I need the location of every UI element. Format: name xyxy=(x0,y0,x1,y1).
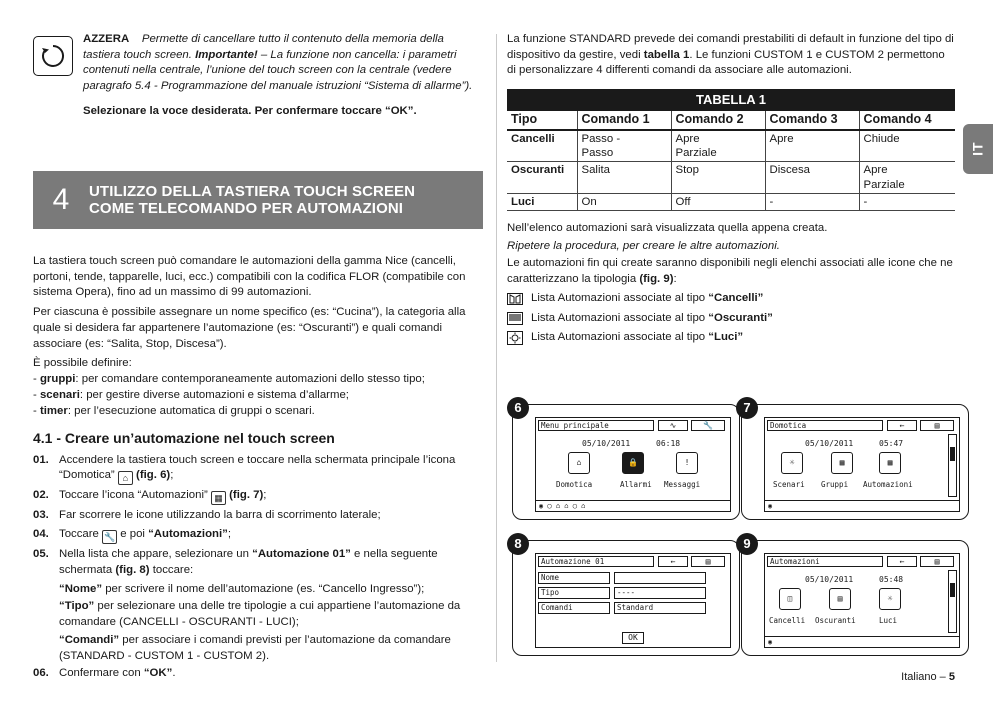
step-number: 04. xyxy=(33,528,49,541)
step-bold: “Automazione 01” xyxy=(252,548,351,561)
def-term: scenari xyxy=(39,388,80,401)
language-tab xyxy=(963,124,993,174)
step-03 xyxy=(33,508,483,524)
signal-icon[interactable]: ∿ xyxy=(658,420,688,431)
step-text: Accendere la tastiera touch screen e toccare nella schermata principale l’icona “Domotica” xyxy=(59,453,456,482)
grid-icon: ▦ xyxy=(211,491,226,505)
table-header: Comando 4 xyxy=(859,111,955,130)
fig-ref: (fig. 6) xyxy=(136,469,171,482)
list-text: Lista Automazioni associate al tipo xyxy=(531,311,706,324)
table-header: Comando 2 xyxy=(671,111,765,130)
table-row xyxy=(507,130,955,162)
scrollbar[interactable] xyxy=(948,570,957,633)
step-number: 05. xyxy=(33,548,49,561)
table-row xyxy=(507,162,955,194)
shutter-icon xyxy=(507,312,523,326)
screen-automazioni xyxy=(764,553,960,648)
def-gruppi: - gruppi: per comandare contemporaneamente automazioni dello stesso tipo; xyxy=(33,373,425,386)
step-text: Far scorrere le icone utilizzando la barra di scorrimento laterale; xyxy=(59,509,381,522)
icon-label: Cancelli xyxy=(769,616,806,625)
figure-number: 8 xyxy=(507,533,529,555)
step-04 xyxy=(33,527,483,544)
sub-key: “Comandi” xyxy=(59,633,120,646)
icon-label: Domotica xyxy=(556,480,593,489)
language-code: IT xyxy=(969,141,986,157)
figure-7 xyxy=(741,400,969,520)
page-number: 5 xyxy=(948,671,955,683)
step-bold: “OK” xyxy=(143,667,173,680)
screen-time: 06:18 xyxy=(656,439,681,448)
table-cell: Salita xyxy=(577,162,671,194)
wrench-icon: 🔧 xyxy=(103,532,116,543)
gate-icon xyxy=(507,292,523,306)
light-bulb-icon[interactable]: ☼ xyxy=(879,588,901,610)
p-text: La funzione STANDARD prevede dei comandi prestabiliti di default in funzione del tipo di dispositivo da gestire, vedi xyxy=(507,33,954,61)
light-bulb-icon xyxy=(507,331,523,345)
azzera-block xyxy=(33,32,483,95)
screen-title: Automazione 01 xyxy=(538,556,654,567)
table-caption: TABELLA 1 xyxy=(507,89,955,111)
field-label: Comandi xyxy=(538,602,610,614)
screen-main-menu xyxy=(535,417,731,512)
icon-label: Automazioni xyxy=(863,480,913,489)
step-end: ; xyxy=(227,528,232,541)
scenarios-icon[interactable]: ☼ xyxy=(781,452,803,474)
figure-number: 9 xyxy=(736,533,758,555)
status-bar: ◉ ◯ ⌂ ⌂ ◯ ⌂ xyxy=(536,500,730,511)
step-05 xyxy=(33,547,483,578)
list-text: Lista Automazioni associate al tipo xyxy=(531,291,706,304)
section-number: 4 xyxy=(52,183,70,217)
list-bold: “Cancelli” xyxy=(708,291,764,304)
step-01 xyxy=(33,453,483,486)
list-bold: “Oscuranti” xyxy=(708,311,773,324)
right-p2: Nell’elenco automazioni sarà visualizzata quella appena creata. xyxy=(507,222,828,235)
table-ref: tabella 1 xyxy=(643,48,690,61)
azzera-desc: Permette di cancellare tutto il contenuto della memoria della tastiera touch screen. xyxy=(83,33,444,61)
step-number: 03. xyxy=(33,509,49,522)
right-column xyxy=(507,32,955,350)
list-item xyxy=(507,330,955,346)
subsection-title: 4.1 - Creare un’automazione nel touch screen xyxy=(33,430,335,447)
field-value[interactable] xyxy=(614,572,706,584)
groups-icon[interactable]: ▦ xyxy=(831,452,853,474)
step-end: . xyxy=(172,667,176,680)
gate-icon[interactable]: ◫ xyxy=(779,588,801,610)
figure-number: 6 xyxy=(507,397,529,419)
table-cell: On xyxy=(577,193,671,210)
step-end: ; xyxy=(170,469,174,482)
sub-nome xyxy=(59,582,483,598)
step-text: Confermare con xyxy=(59,667,141,680)
fig-ref: (fig. 7) xyxy=(229,489,264,502)
keyboard-icon[interactable]: ▤ xyxy=(691,556,725,567)
figure-8 xyxy=(512,536,740,656)
field-label: Nome xyxy=(538,572,610,584)
table-header: Comando 1 xyxy=(577,111,671,130)
list-text: Lista Automazioni associate al tipo xyxy=(531,331,706,344)
sub-tipo xyxy=(59,599,483,630)
field-value[interactable]: Standard xyxy=(614,602,706,614)
sub-comandi xyxy=(59,633,483,664)
reset-icon xyxy=(33,36,73,76)
azzera-confirm: Selezionare la voce desiderata. Per confermare toccare “OK”. xyxy=(83,104,417,117)
right-p4 xyxy=(507,256,955,287)
def-text: : per comandare contemporaneamente automazioni dello stesso tipo; xyxy=(75,373,425,386)
azzera-text xyxy=(83,32,483,95)
def-timer: - timer: per l’esecuzione automatica di gruppi o scenari. xyxy=(33,404,315,417)
intro-p2: Per ciascuna è possibile assegnare un nome specifico (es: “Cucina”), la categoria alla quale si desidera far appartenere l’automazione (es: “Oscuranti”) e quali comandi associare (es: “Salita, Stop, Discesa”). xyxy=(33,306,466,350)
sub-text: per scrivere il nome dell’automazione (es. “Cancello Ingresso”); xyxy=(105,582,425,595)
footer-language: Italiano – xyxy=(901,671,946,683)
intro-p3: È possibile definire: xyxy=(33,357,132,370)
list-bold: “Luci” xyxy=(708,331,744,344)
screen-date: 05/10/2011 xyxy=(805,575,854,584)
step-number: 01. xyxy=(33,453,49,466)
def-term: timer xyxy=(39,404,68,417)
step-number: 06. xyxy=(33,667,49,680)
keyboard-icon[interactable]: ▤ xyxy=(920,556,954,567)
scroll-thumb[interactable] xyxy=(950,447,955,461)
step-bold: “Automazioni” xyxy=(148,528,228,541)
right-p3: Ripetere la procedura, per creare le altre automazioni. xyxy=(507,239,780,252)
list-item xyxy=(507,311,955,327)
azzera-important: Importante! xyxy=(195,48,258,61)
def-text: : per l’esecuzione automatica di gruppi o scenari. xyxy=(67,404,315,417)
table-header: Tipo xyxy=(507,111,577,130)
table-cell: Apre Parziale xyxy=(671,130,765,162)
table-cell: Chiude xyxy=(859,130,955,162)
message-icon[interactable]: ! xyxy=(676,452,698,474)
step-text: toccare: xyxy=(152,563,194,576)
icon-label: Allarmi xyxy=(620,480,652,489)
screen-time: 05:47 xyxy=(879,439,904,448)
p-text: : xyxy=(673,273,677,286)
azzera-label: AZZERA xyxy=(83,33,130,45)
screen-domotica xyxy=(764,417,960,512)
step-text: Toccare xyxy=(59,528,99,541)
step-text: e poi xyxy=(120,528,145,541)
status-bar: ◉ xyxy=(765,636,959,647)
fig-ref: (fig. 8) xyxy=(115,563,150,576)
field-label: Tipo xyxy=(538,587,610,599)
p-text: . Le funzioni CUSTOM 1 e CUSTOM 2 permettono di personalizzare 4 differenti comandi da associare alle automazioni. xyxy=(507,48,945,77)
left-body xyxy=(33,254,483,685)
status-bar: ◉ xyxy=(765,500,959,511)
step-text: e nella seguente schermata xyxy=(59,548,438,576)
table-cell: Apre Parziale xyxy=(859,162,955,194)
sub-key: “Tipo” xyxy=(59,600,95,613)
fig-ref: (fig. 9) xyxy=(639,273,674,286)
figure-number: 7 xyxy=(736,397,758,419)
icon-label: Scenari xyxy=(773,480,805,489)
list-item xyxy=(507,291,955,307)
screen-date: 05/10/2011 xyxy=(582,439,631,448)
step-number: 02. xyxy=(33,489,49,502)
table-cell: Oscuranti xyxy=(507,162,577,194)
keyboard-icon[interactable]: ▤ xyxy=(920,420,954,431)
page-footer xyxy=(901,670,955,685)
table-header-row xyxy=(507,111,955,130)
home-icon: ⌂ xyxy=(118,471,133,485)
table-cell: Apre xyxy=(765,130,859,162)
icon-label: Luci xyxy=(879,616,898,625)
table-row xyxy=(507,193,955,210)
icon-label: Gruppi xyxy=(821,480,849,489)
step-text: Toccare l’icona “Automazioni” xyxy=(59,489,208,502)
back-arrow-icon[interactable]: ← xyxy=(887,556,917,567)
section-title-line2: COME TELECOMANDO PER AUTOMAZIONI xyxy=(89,200,404,217)
step-end: ; xyxy=(263,489,267,502)
figure-9 xyxy=(741,536,969,656)
table-cell: Passo - Passo xyxy=(577,130,671,162)
section-banner xyxy=(33,171,483,229)
table-cell: - xyxy=(859,193,955,210)
back-arrow-icon[interactable]: ← xyxy=(887,420,917,431)
table-cell: Luci xyxy=(507,193,577,210)
scroll-thumb[interactable] xyxy=(950,583,955,597)
step-06 xyxy=(33,666,483,682)
p-text: Le automazioni fin qui create saranno disponibili negli elenchi associati alle icone che ne caratterizzano la tipologia xyxy=(507,257,953,286)
sub-text: per associare i comandi previsti per l’automazione da comandare (STANDARD - CUSTOM 1 - CUSTOM 2). xyxy=(59,633,451,662)
sub-key: “Nome” xyxy=(59,582,103,595)
figure-6 xyxy=(512,400,740,520)
step-02 xyxy=(33,488,483,505)
def-term: gruppi xyxy=(39,373,76,386)
step-text: Nella lista che appare, selezionare un xyxy=(59,548,249,561)
back-arrow-icon[interactable]: ← xyxy=(658,556,688,567)
wrench-icon[interactable]: 🔧 xyxy=(691,420,725,431)
shutter-icon[interactable]: ▤ xyxy=(829,588,851,610)
intro-p1: La tastiera touch screen può comandare le automazioni della gamma Nice (cancelli, portoni, tende, tapparelle, luci, ecc.) compatibili con la codifica FLOR (compatibile con sistema Opera), fino ad un massimo di 99 automazioni. xyxy=(33,255,466,299)
sub-text: per selezionare una delle tre tipologie a cui appartiene l’automazione da comandare (CANCELLI - OSCURANTI - LUCI); xyxy=(59,600,461,629)
table-header: Comando 3 xyxy=(765,111,859,130)
def-scenari: - scenari: per gestire diverse automazioni e sistema d’allarme; xyxy=(33,388,349,401)
screen-automazione-01 xyxy=(535,553,731,648)
azzera-warning: – La funzione non cancella: i parametri contenuti nella centrale, l’unione del touch screen con la centrale (vedere paragrafo 5.4 - Programmazione del manuale istruzioni “Sistema di allarme”). xyxy=(83,48,473,93)
scrollbar[interactable] xyxy=(948,434,957,497)
def-text: : per gestire diverse automazioni e sistema d’allarme; xyxy=(79,388,349,401)
table-cell: - xyxy=(765,193,859,210)
screen-title: Menu principale xyxy=(538,420,654,431)
table-cell: Stop xyxy=(671,162,765,194)
icon-label: Messaggi xyxy=(664,480,701,489)
lock-icon[interactable]: 🔒 xyxy=(622,452,644,474)
screen-title: Domotica xyxy=(767,420,883,431)
section-title xyxy=(89,183,415,218)
table-cell: Cancelli xyxy=(507,130,577,162)
icon-label: Oscuranti xyxy=(815,616,856,625)
screen-time: 05:48 xyxy=(879,575,904,584)
section-title-line1: UTILIZZO DELLA TASTIERA TOUCH SCREEN xyxy=(89,182,416,200)
left-column xyxy=(33,32,483,120)
ok-button[interactable]: OK xyxy=(622,632,644,644)
home-icon[interactable]: ⌂ xyxy=(568,452,590,474)
screen-title: Automazioni xyxy=(767,556,883,567)
table-cell: Off xyxy=(671,193,765,210)
table-1 xyxy=(507,89,955,211)
automations-icon[interactable]: ▦ xyxy=(879,452,901,474)
screen-date: 05/10/2011 xyxy=(805,439,854,448)
table-cell: Discesa xyxy=(765,162,859,194)
column-divider xyxy=(496,34,497,662)
right-p1 xyxy=(507,32,955,79)
field-value[interactable]: ---- xyxy=(614,587,706,599)
